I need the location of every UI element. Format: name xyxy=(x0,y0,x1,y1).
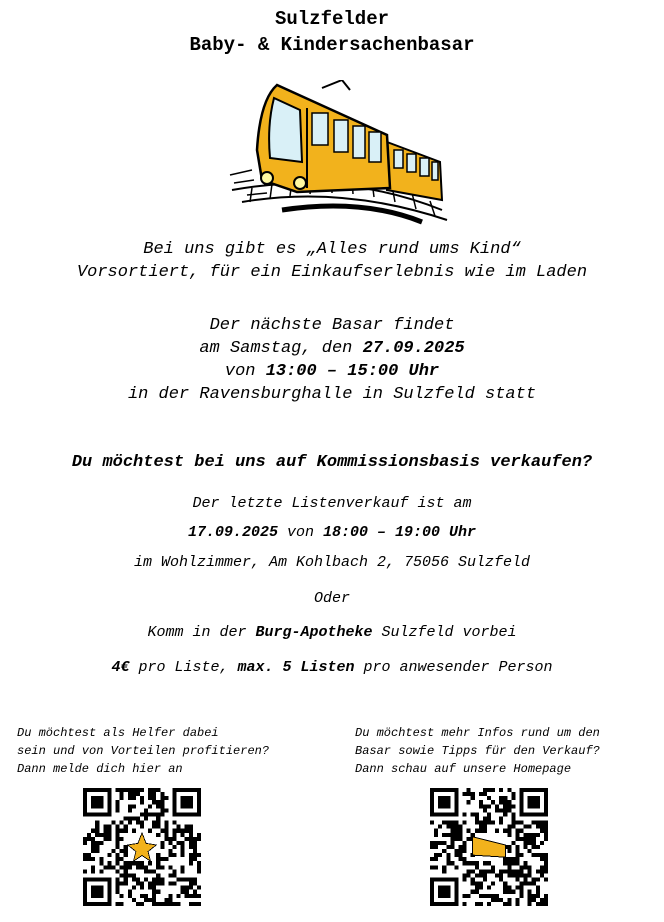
tagline-line-1: Bei uns gibt es „Alles rund ums Kind“ xyxy=(143,240,521,259)
title-line-1: Sulzfelder xyxy=(274,8,390,30)
list-date-line xyxy=(0,523,664,543)
event-line-2 xyxy=(0,337,664,360)
list-date: 17.09.2025 xyxy=(187,524,278,541)
info-line-2: Basar sowie Tipps für den Verkauf? xyxy=(355,744,600,758)
price-mid: pro Liste, xyxy=(129,659,238,676)
list-address: im Wohlzimmer, Am Kohlbach 2, 75056 Sulzfeld xyxy=(133,554,531,571)
list-mid: von xyxy=(277,524,323,541)
pharmacy-line xyxy=(0,623,664,643)
event-line-4: in der Ravensburghalle in Sulzfeld statt xyxy=(127,385,537,404)
price-line xyxy=(0,658,664,678)
helper-qr-code[interactable] xyxy=(83,788,201,906)
event-time-prefix: von xyxy=(224,362,266,381)
title-line-2: Baby- & Kindersachenbasar xyxy=(189,34,475,56)
homepage-qr-code[interactable] xyxy=(430,788,548,906)
event-line-3 xyxy=(0,360,664,383)
list-intro: Der letzte Listenverkauf ist am xyxy=(192,495,472,512)
info-line-1: Du möchtest mehr Infos rund um den xyxy=(355,726,600,740)
or-text: Oder xyxy=(313,590,350,607)
tram-illustration xyxy=(222,80,452,225)
info-line-3: Dann schau auf unsere Homepage xyxy=(355,762,572,776)
event-time: 13:00 – 15:00 Uhr xyxy=(265,362,440,381)
list-time: 18:00 – 19:00 Uhr xyxy=(323,524,477,541)
event-date-prefix: am Samstag, den xyxy=(199,339,363,358)
max-lists: max. 5 Listen xyxy=(237,659,355,676)
commission-heading: Du möchtest bei uns auf Kommissionsbasis verkaufen? xyxy=(71,453,593,472)
event-line-1: Der nächste Basar findet xyxy=(209,316,455,335)
price: 4€ xyxy=(111,659,130,676)
pharmacy-name: Burg-Apotheke xyxy=(255,624,373,641)
price-suffix: pro anwesender Person xyxy=(354,659,553,676)
pharmacy-prefix: Komm in der xyxy=(147,624,256,641)
tagline-line-2: Vorsortiert, für ein Einkaufserlebnis wie im Laden xyxy=(76,263,588,282)
event-date: 27.09.2025 xyxy=(362,339,465,358)
helper-line-2: sein und von Vorteilen profitieren? xyxy=(17,744,270,758)
helper-line-1: Du möchtest als Helfer dabei xyxy=(17,726,219,740)
pharmacy-suffix: Sulzfeld vorbei xyxy=(372,624,517,641)
helper-line-3: Dann melde dich hier an xyxy=(17,762,183,776)
